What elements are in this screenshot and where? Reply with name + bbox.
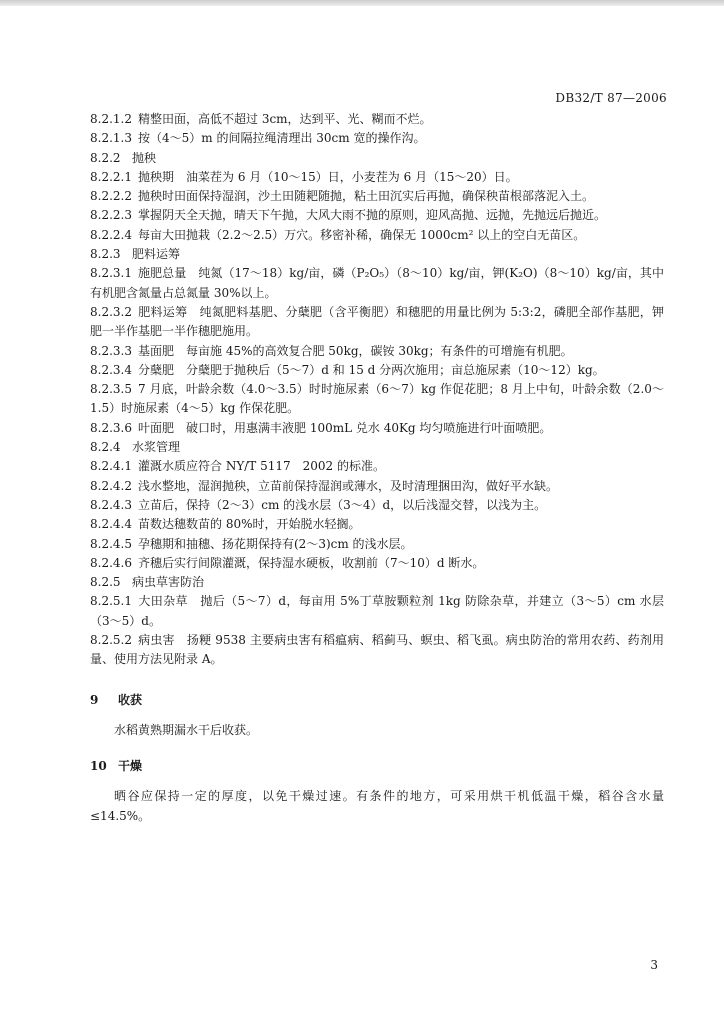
document-code: DB32/T 87—2006 [555, 91, 667, 105]
clause-number: 8.2.1.3 [90, 131, 132, 146]
section-title: 干燥 [118, 758, 143, 773]
clause-8-2-3-2 [90, 303, 664, 342]
clause-8-2-2-4 [90, 226, 664, 245]
section-10-heading [90, 756, 664, 776]
clause-number: 8.2.1.2 [90, 112, 132, 126]
clause-number: 8.2.4.2 [90, 478, 132, 493]
clause-number: 8.2.4.6 [90, 555, 132, 570]
clause-8-2-3-3 [90, 342, 664, 361]
clause-text: 抛秧期 油菜茬为 6 月（10～15）日，小麦茬为 6 月（15～20）日。 [138, 169, 518, 184]
clause-8-2-1-2 [90, 110, 664, 129]
clause-8-2-2-3 [90, 206, 664, 225]
clause-8-2-4-1 [90, 457, 664, 476]
heading-number: 8.2.4 [90, 440, 121, 455]
clause-8-2-2-1 [90, 168, 664, 187]
clause-text: 肥料运筹 纯氮肥料基肥、分蘖肥（含平衡肥）和穗肥的用量比例为 5:3:2，磷肥全部作基肥，钾肥一半作基肥一半作穗肥施用。 [90, 304, 664, 339]
clause-8-2-3-6 [90, 419, 664, 438]
clause-text: 立苗后，保持（2～3）cm 的浅水层（3～4）d，以后浅湿交替，以浅为主。 [138, 497, 547, 512]
clause-text: 齐穗后实行间隙灌溉，保持湿水硬板，收割前（7～10）d 断水。 [138, 555, 485, 570]
page-top-edge [0, 0, 724, 6]
clause-text: 7 月底，叶龄余数（4.0～3.5）时时施尿素（6～7）kg 作促花肥；8 月上中旬，叶龄余数（2.0～1.5）时施尿素（4～5）kg 作保花肥。 [90, 382, 664, 416]
section-number: 9 [90, 692, 99, 707]
heading-text: 肥料运筹 [132, 247, 181, 262]
clause-text: 施肥总量 纯氮（17～18）kg/亩，磷（P₂O₅）（8～10）kg/亩，钾(K₂O)（8～10）kg/亩，其中有机肥含氮量占总氮量 30%以上。 [90, 266, 664, 300]
clause-text: 每亩大田抛栽（2.2～2.5）万穴。移密补稀，确保无 1000cm² 以上的空白无苗区。 [138, 227, 586, 242]
clause-text: 灌溉水质应符合 NY/T 5117 2002 的标准。 [138, 459, 385, 474]
clause-number: 8.2.3.6 [90, 420, 132, 435]
clause-8-2-3-4 [90, 361, 664, 380]
clause-number: 8.2.3.2 [90, 304, 132, 319]
clause-text: 掌握阴天全天抛，晴天下午抛，大风大雨不抛的原则，迎风高抛、远抛，先抛远后抛近。 [138, 208, 607, 223]
clause-text: 叶面肥 破口时，用惠满丰液肥 100mL 兑水 40Kg 均匀喷施进行叶面喷肥。 [138, 420, 552, 435]
clause-number: 8.2.5.1 [90, 594, 132, 609]
clause-8-2-4-2 [90, 477, 664, 496]
clause-8-2-4-4 [90, 515, 664, 534]
heading-number: 8.2.2 [90, 150, 121, 165]
page-number: 3 [650, 958, 658, 972]
clause-text: 精整田面，高低不超过 3cm，达到平、光、糊而不烂。 [138, 112, 432, 126]
clause-number: 8.2.3.3 [90, 343, 132, 358]
section-number: 10 [90, 758, 107, 773]
heading-8-2-2 [90, 149, 664, 168]
clause-number: 8.2.2.3 [90, 208, 132, 223]
clause-text: 浅水整地，湿润抛秧，立苗前保持湿润或薄水，及时清理捆田沟，做好平水缺。 [138, 478, 559, 493]
clause-number: 8.2.3.5 [90, 382, 132, 397]
clause-text: 按（4～5）m 的间隔拉绳清理出 30cm 宽的操作沟。 [138, 131, 426, 146]
clause-number: 8.2.4.1 [90, 459, 132, 474]
clause-8-2-2-2 [90, 187, 664, 206]
clause-8-2-1-3 [90, 129, 664, 148]
heading-text: 病虫草害防治 [132, 575, 205, 590]
clause-8-2-4-6 [90, 554, 664, 573]
heading-number: 8.2.5 [90, 575, 121, 590]
clause-number: 8.2.3.1 [90, 266, 132, 281]
clause-text: 抛秧时田面保持湿润，沙土田随耙随抛，粘土田沉实后再抛，确保秧苗根部落泥入土。 [138, 189, 595, 204]
clause-number: 8.2.5.2 [90, 633, 132, 648]
page-body [90, 108, 664, 826]
clause-number: 8.2.2.1 [90, 169, 132, 184]
clause-text: 苗数达穗数苗的 80%时，开始脱水轻搁。 [138, 517, 361, 532]
heading-8-2-5 [90, 573, 664, 592]
clause-number: 8.2.4.5 [90, 536, 132, 551]
heading-8-2-3 [90, 245, 664, 264]
section-10-body: 晒谷应保持一定的厚度，以免干燥过速。有条件的地方，可采用烘干机低温干燥，稻谷含水量≤14.5%。 [90, 788, 664, 823]
clause-8-2-4-3 [90, 496, 664, 515]
clause-number: 8.2.4.3 [90, 497, 132, 512]
clause-text: 大田杂草 抛后（5～7）d，每亩用 5%丁草胺颗粒剂 1kg 防除杂草，并建立（3～5）cm 水层（3～5）d。 [90, 594, 664, 628]
clause-8-2-4-5 [90, 535, 664, 554]
clause-number: 8.2.2.4 [90, 227, 132, 242]
section-9-body: 水稻黄熟期漏水干后收获。 [114, 722, 259, 737]
heading-text: 水浆管理 [132, 440, 181, 455]
section-title: 收获 [118, 692, 143, 707]
clause-8-2-3-1 [90, 264, 664, 303]
section-9-heading [90, 690, 664, 710]
heading-8-2-4 [90, 438, 664, 457]
clause-text: 病虫害 扬粳 9538 主要病虫害有稻瘟病、稻蓟马、螟虫、稻飞虱。病虫防治的常用农药、药剂用量、使用方法见附录 A。 [90, 633, 664, 667]
clause-number: 8.2.3.4 [90, 362, 132, 377]
heading-number: 8.2.3 [90, 247, 121, 262]
clause-number: 8.2.2.2 [90, 189, 132, 204]
clause-text: 基面肥 每亩施 45%的高效复合肥 50kg，碳铵 30kg；有条件的可增施有机肥。 [138, 343, 573, 358]
clause-text: 分蘖肥 分蘖肥于抛秧后（5～7）d 和 15 d 分两次施用；亩总施尿素（10～12）kg。 [138, 362, 605, 377]
clause-8-2-5-1 [90, 592, 664, 631]
heading-text: 抛秧 [132, 150, 157, 165]
clause-8-2-5-2 [90, 631, 664, 670]
clause-number: 8.2.4.4 [90, 517, 132, 532]
clause-text: 孕穗期和抽穗、扬花期保持有(2～3)cm 的浅水层。 [138, 536, 413, 551]
clause-8-2-3-5 [90, 380, 664, 419]
